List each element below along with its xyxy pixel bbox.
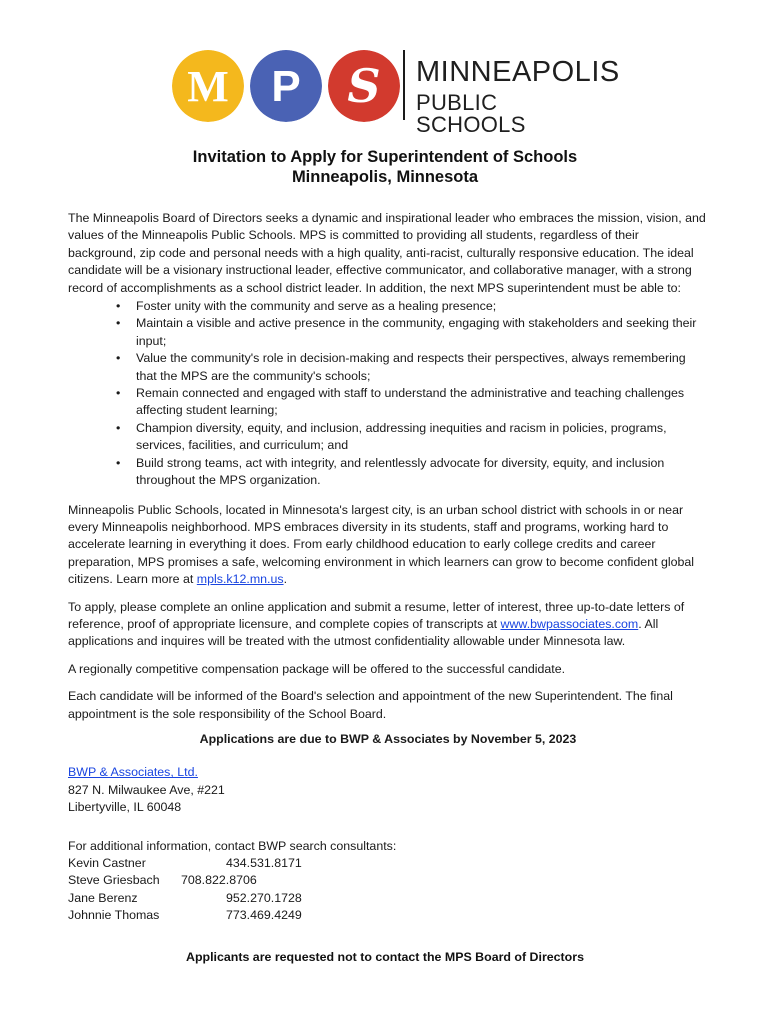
- street-address: 827 N. Milwaukee Ave, #221: [68, 782, 225, 797]
- final-note: Applicants are requested not to contact the MPS Board of Directors: [186, 950, 584, 964]
- title-line2: Minneapolis, Minnesota: [291, 168, 479, 186]
- m-letter: M: [187, 62, 229, 111]
- contact-phone: 773.469.4249: [226, 908, 302, 923]
- letter-body: [68, 210, 708, 925]
- contacts-intro: For additional information, contact BWP search consultants:: [68, 838, 397, 853]
- m-circle-logo: [172, 50, 244, 122]
- mps-logo: [172, 48, 620, 137]
- contact-name: Johnnie Thomas: [68, 908, 160, 923]
- contact-phone: 434.531.8171: [226, 856, 302, 870]
- contact-row: [68, 872, 708, 889]
- s-letter: S: [347, 59, 381, 113]
- list-item: • Remain connected and engaged with staff to understand the administrative and teaching challenges affecting student learning;: [68, 385, 708, 420]
- contacts-block: [68, 838, 708, 925]
- apply-text: To apply, please complete an online application and submit a resume, letter of interest, three up-to-date letters of reference, proof of appropriate licensure, and complete copies of transcripts at: [68, 599, 685, 631]
- bwp-website-link[interactable]: www.bwpassociates.com: [500, 616, 639, 631]
- compensation-paragraph: A regionally competitive compensation package will be offered to the successful candidate.: [68, 661, 566, 676]
- mps-website-link[interactable]: mpls.k12.mn.us: [196, 572, 284, 587]
- logo-divider: [403, 50, 405, 120]
- contact-row: [68, 890, 708, 907]
- intro-paragraph: The Minneapolis Board of Directors seeks a dynamic and inspirational leader who embraces the mission, vision, and values of the Minneapolis Public Schools. MPS is committed to providing all students, regardless of their background, zip code and personal needs with a high quality, anti-racist, culturally responsive education. The ideal candidate will be a visionary instructional leader, effective communicator, and collaborative manager, with a strong record of accomplishments as a school district leader. In addition, the next MPS superintendent must be able to:: [68, 211, 706, 295]
- list-item: • Value the community's role in decision-making and respects their perspectives, always remembering that the MPS are the community's schools;: [68, 350, 708, 385]
- brand-name-line2: PUBLIC SCHOOLS: [416, 90, 526, 137]
- contact-phone: 708.822.8706: [181, 873, 257, 888]
- about-after: .: [283, 572, 288, 587]
- apply-paragraph: [68, 599, 708, 651]
- list-item: • Build strong teams, act with integrity, and relentlessly advocate for diversity, equity, and inclusion throughout the MPS organization.: [68, 455, 708, 490]
- about-text: Minneapolis Public Schools, located in Minnesota's largest city, is an urban school district with schools in or near every Minneapolis neighborhood. MPS embraces diversity in its students, staff and programs, working hard to accelerate learning in everything it does. From early childhood education to early college credits and career preparation, MPS promises a safe, welcoming environment in which learners can grow to become confident global citizens. Learn more at: [68, 502, 695, 587]
- contact-name: Steve Griesbach: [68, 873, 160, 888]
- page-title: [0, 147, 770, 187]
- contact-row: [68, 855, 708, 872]
- deadline-notice: Applications are due to BWP & Associates by November 5, 2023: [199, 731, 577, 746]
- requirements-list: [68, 298, 708, 489]
- city-address: Libertyville, IL 60048: [68, 800, 182, 815]
- contact-name: Kevin Castner: [68, 856, 146, 870]
- p-letter: P: [271, 62, 301, 111]
- contact-name: Jane Berenz: [68, 890, 138, 905]
- firm-address: [68, 764, 708, 816]
- about-paragraph: [68, 502, 708, 589]
- list-item: • Maintain a visible and active presence in the community, engaging with stakeholders and seeking their input;: [68, 315, 708, 350]
- list-item: • Champion diversity, equity, and inclusion, addressing inequities and racism in policies, programs, services, facilities, and curriculum; and: [68, 420, 708, 455]
- list-item: • Foster unity with the community and serve as a healing presence;: [68, 298, 708, 315]
- title-line1: Invitation to Apply for Superintendent of Schools: [192, 148, 578, 166]
- selection-paragraph: Each candidate will be informed of the Board's selection and appointment of the new Superintendent. The final appointment is the sole responsibility of the School Board.: [68, 689, 673, 721]
- s-circle-logo: [328, 50, 400, 122]
- contact-row: [68, 907, 708, 924]
- firm-name-link[interactable]: BWP & Associates, Ltd.: [68, 765, 198, 780]
- p-circle-logo: [250, 50, 322, 122]
- apply-after: . All applications and inquires will be treated with the utmost confidentiality allowable under Minnesota law.: [68, 616, 659, 649]
- contact-phone: 952.270.1728: [226, 890, 302, 905]
- brand-name-line1: MINNEAPOLIS: [416, 56, 620, 88]
